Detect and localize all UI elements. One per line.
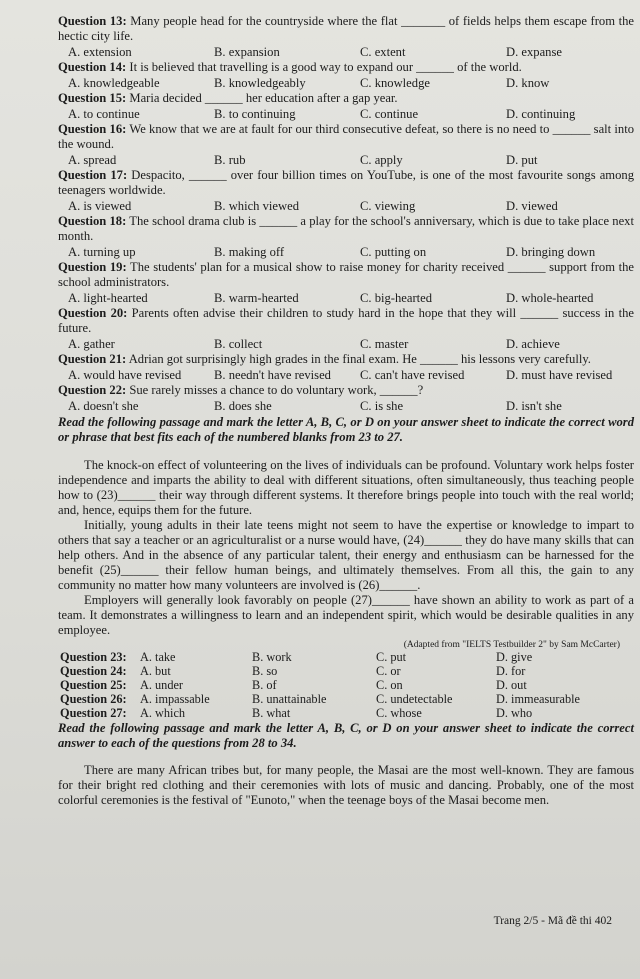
answer-option: A. under: [140, 677, 184, 692]
answer-option: D. whole-hearted: [506, 291, 594, 305]
answer-option: C. continue: [360, 107, 419, 121]
options-row: [58, 106, 634, 122]
options-row: [58, 44, 634, 60]
answer-row: [60, 678, 606, 692]
question-text: Sue rarely misses a chance to do voluntary work, ______?: [126, 383, 424, 397]
answer-question-number: Question 26:: [60, 691, 127, 706]
answer-table-23-27: [60, 650, 606, 720]
answer-option: D. put: [506, 153, 538, 167]
answer-option: B. knowledgeably: [214, 76, 306, 90]
answer-option: D. viewed: [506, 199, 558, 213]
answer-option: A. spread: [68, 153, 117, 167]
question-stem: [58, 383, 634, 398]
answer-option: C. is she: [360, 399, 404, 413]
answer-option: C. master: [360, 337, 409, 351]
answer-option: C. can't have revised: [360, 368, 465, 382]
passage-source: (Adapted from "IELTS Testbuilder 2" by Sam McCarter): [403, 639, 620, 650]
answer-option: B. to continuing: [214, 107, 296, 121]
question-block: [58, 14, 634, 60]
question-text: Despacito, ______ over four billion times on YouTube, is one of the most favourite songs among teenagers worldwide.: [58, 168, 634, 197]
answer-question-number: Question 27:: [60, 705, 127, 720]
question-block: [58, 122, 634, 168]
answer-option: A. take: [140, 649, 176, 664]
question-text: Parents often advise their children to study hard in the hope that they will ______ success in the future.: [58, 306, 634, 335]
options-row: [58, 152, 634, 168]
instruction-28-34: Read the following passage and mark the letter A, B, C, or D on your answer sheet to indicate the correct answer to each of the questions from 28 to 34.: [58, 720, 634, 750]
answer-option: B. work: [252, 649, 292, 664]
passage2-paragraph: There are many African tribes but, for many people, the Masai are the most well-known. They are famous for their bright red clothing and their ceremonies with lots of music and dancing. Probably, one of the most colorful ceremonies is the festival of "Eunoto," when the teenage boys of the Masai become men.: [58, 763, 634, 808]
answer-option: C. knowledge: [360, 76, 430, 90]
options-row: [58, 367, 634, 383]
answer-option: B. unattainable: [252, 691, 327, 706]
question-number: Question 17:: [58, 168, 128, 182]
passage1-paragraph-1: The knock-on effect of volunteering on the lives of individuals can be profound. Voluntary work helps foster independence and imparts the ability to deal with different situations, often simultaneously, thus teaching people how to (23)______ their way through different systems. It therefore brings people into touch with the real world; and, hence, equips them for the future.: [58, 457, 634, 517]
answer-option: C. apply: [360, 153, 403, 167]
question-stem: [58, 122, 634, 152]
answer-option: A. but: [140, 663, 171, 678]
answer-option: D. continuing: [506, 107, 576, 121]
question-list: [58, 14, 634, 414]
answer-option: C. viewing: [360, 199, 416, 213]
question-text: The school drama club is ______ a play for the school's anniversary, which is due to take place next month.: [58, 214, 634, 243]
answer-option: B. of: [252, 677, 277, 692]
question-number: Question 21:: [58, 352, 127, 366]
answer-option: D. expanse: [506, 45, 562, 59]
answer-option: C. big-hearted: [360, 291, 433, 305]
question-number: Question 15:: [58, 91, 127, 105]
question-block: [58, 306, 634, 352]
question-stem: [58, 91, 634, 106]
question-number: Question 20:: [58, 306, 128, 320]
answer-option: D. immeasurable: [496, 691, 581, 706]
answer-row: [60, 692, 606, 706]
answer-option: A. which: [140, 705, 186, 720]
answer-row: [60, 664, 606, 678]
answer-option: A. knowledgeable: [68, 76, 160, 90]
answer-option: B. which viewed: [214, 199, 299, 213]
question-number: Question 16:: [58, 122, 127, 136]
answer-option: C. whose: [376, 705, 422, 720]
page-footer: Trang 2/5 - Mã đề thi 402: [493, 915, 612, 927]
answer-option: B. what: [252, 705, 291, 720]
answer-question-number: Question 23:: [60, 649, 127, 664]
question-stem: [58, 214, 634, 244]
answer-option: D. know: [506, 76, 550, 90]
question-number: Question 19:: [58, 260, 127, 274]
answer-option: D. give: [496, 649, 533, 664]
answer-option: D. bringing down: [506, 245, 596, 259]
question-stem: [58, 14, 634, 44]
answer-option: B. collect: [214, 337, 263, 351]
answer-option: C. or: [376, 663, 401, 678]
question-block: [58, 352, 634, 383]
question-stem: [58, 168, 634, 198]
answer-option: A. impassable: [140, 691, 210, 706]
answer-option: B. rub: [214, 153, 246, 167]
question-text: It is believed that travelling is a good way to expand our ______ of the world.: [126, 60, 522, 74]
answer-option: B. so: [252, 663, 278, 678]
answer-option: A. gather: [68, 337, 115, 351]
options-row: [58, 75, 634, 91]
question-text: Many people head for the countryside where the flat _______ of fields helps them escape from the hectic city life.: [58, 14, 634, 43]
answer-question-number: Question 24:: [60, 663, 127, 678]
answer-option: C. extent: [360, 45, 406, 59]
answer-option: A. to continue: [68, 107, 140, 121]
question-number: Question 18:: [58, 214, 127, 228]
question-block: [58, 60, 634, 91]
answer-option: A. doesn't she: [68, 399, 139, 413]
options-row: [58, 336, 634, 352]
question-number: Question 22:: [58, 383, 127, 397]
options-row: [58, 290, 634, 306]
answer-option: D. out: [496, 677, 527, 692]
question-stem: [58, 60, 634, 75]
question-stem: [58, 260, 634, 290]
answer-option: B. warm-hearted: [214, 291, 299, 305]
answer-option: C. undetectable: [376, 691, 453, 706]
answer-row: [60, 706, 606, 720]
instruction-23-27: Read the following passage and mark the letter A, B, C, or D on your answer sheet to indicate the correct word or phrase that best fits each of the numbered blanks from 23 to 27.: [58, 415, 634, 444]
answer-question-number: Question 25:: [60, 677, 127, 692]
question-block: [58, 260, 634, 306]
passage1-paragraph-2: Initially, young adults in their late teens might not seem to have the expertise or knowledge to impart to others that say a teacher or an agriculturalist or a nurse would have, (24)______ they do have many skills that can help others. And in the absence of any particular talent, their energy and enthusiasm can be harnessed for the benefit (25)______ their fellow human beings, and ultimately themselves. From all this, the gain to any community no matter how many volunteers are involved is (26)______.: [58, 517, 634, 592]
answer-option: D. isn't she: [506, 399, 562, 413]
answer-row: [60, 650, 606, 664]
question-text: Adrian got surprisingly high grades in the final exam. He ______ his lessons very carefully.: [126, 352, 591, 366]
question-stem: [58, 352, 634, 367]
question-text: The students' plan for a musical show to raise money for charity received ______ support from the school administrators.: [58, 260, 634, 289]
answer-option: A. light-hearted: [68, 291, 148, 305]
question-text: Maria decided ______ her education after a gap year.: [126, 91, 398, 105]
answer-option: D. who: [496, 705, 533, 720]
question-stem: [58, 306, 634, 336]
question-number: Question 14:: [58, 60, 127, 74]
answer-option: B. expansion: [214, 45, 280, 59]
answer-option: B. making off: [214, 245, 285, 259]
options-row: [58, 398, 634, 414]
question-block: [58, 91, 634, 122]
answer-option: A. is viewed: [68, 199, 132, 213]
answer-option: B. needn't have revised: [214, 368, 331, 382]
answer-option: A. would have revised: [68, 368, 182, 382]
question-text: We know that we are at fault for our third consecutive defeat, so there is no need to ______ salt into the wound.: [58, 122, 634, 151]
answer-option: B. does she: [214, 399, 272, 413]
question-block: [58, 383, 634, 414]
answer-option: C. putting on: [360, 245, 427, 259]
question-number: Question 13:: [58, 14, 127, 28]
answer-option: C. put: [376, 649, 407, 664]
answer-option: A. extension: [68, 45, 132, 59]
answer-option: D. achieve: [506, 337, 560, 351]
passage1-paragraph-3: Employers will generally look favorably on people (27)______ have shown an ability to work as part of a team. It demonstrates a willingness to learn and an independent spirit, which would be desirable qualities in any employee.: [58, 592, 634, 637]
options-row: [58, 244, 634, 260]
answer-option: A. turning up: [68, 245, 136, 259]
answer-option: D. must have revised: [506, 368, 613, 382]
answer-option: C. on: [376, 677, 403, 692]
question-block: [58, 168, 634, 214]
options-row: [58, 198, 634, 214]
answer-option: D. for: [496, 663, 526, 678]
question-block: [58, 214, 634, 260]
